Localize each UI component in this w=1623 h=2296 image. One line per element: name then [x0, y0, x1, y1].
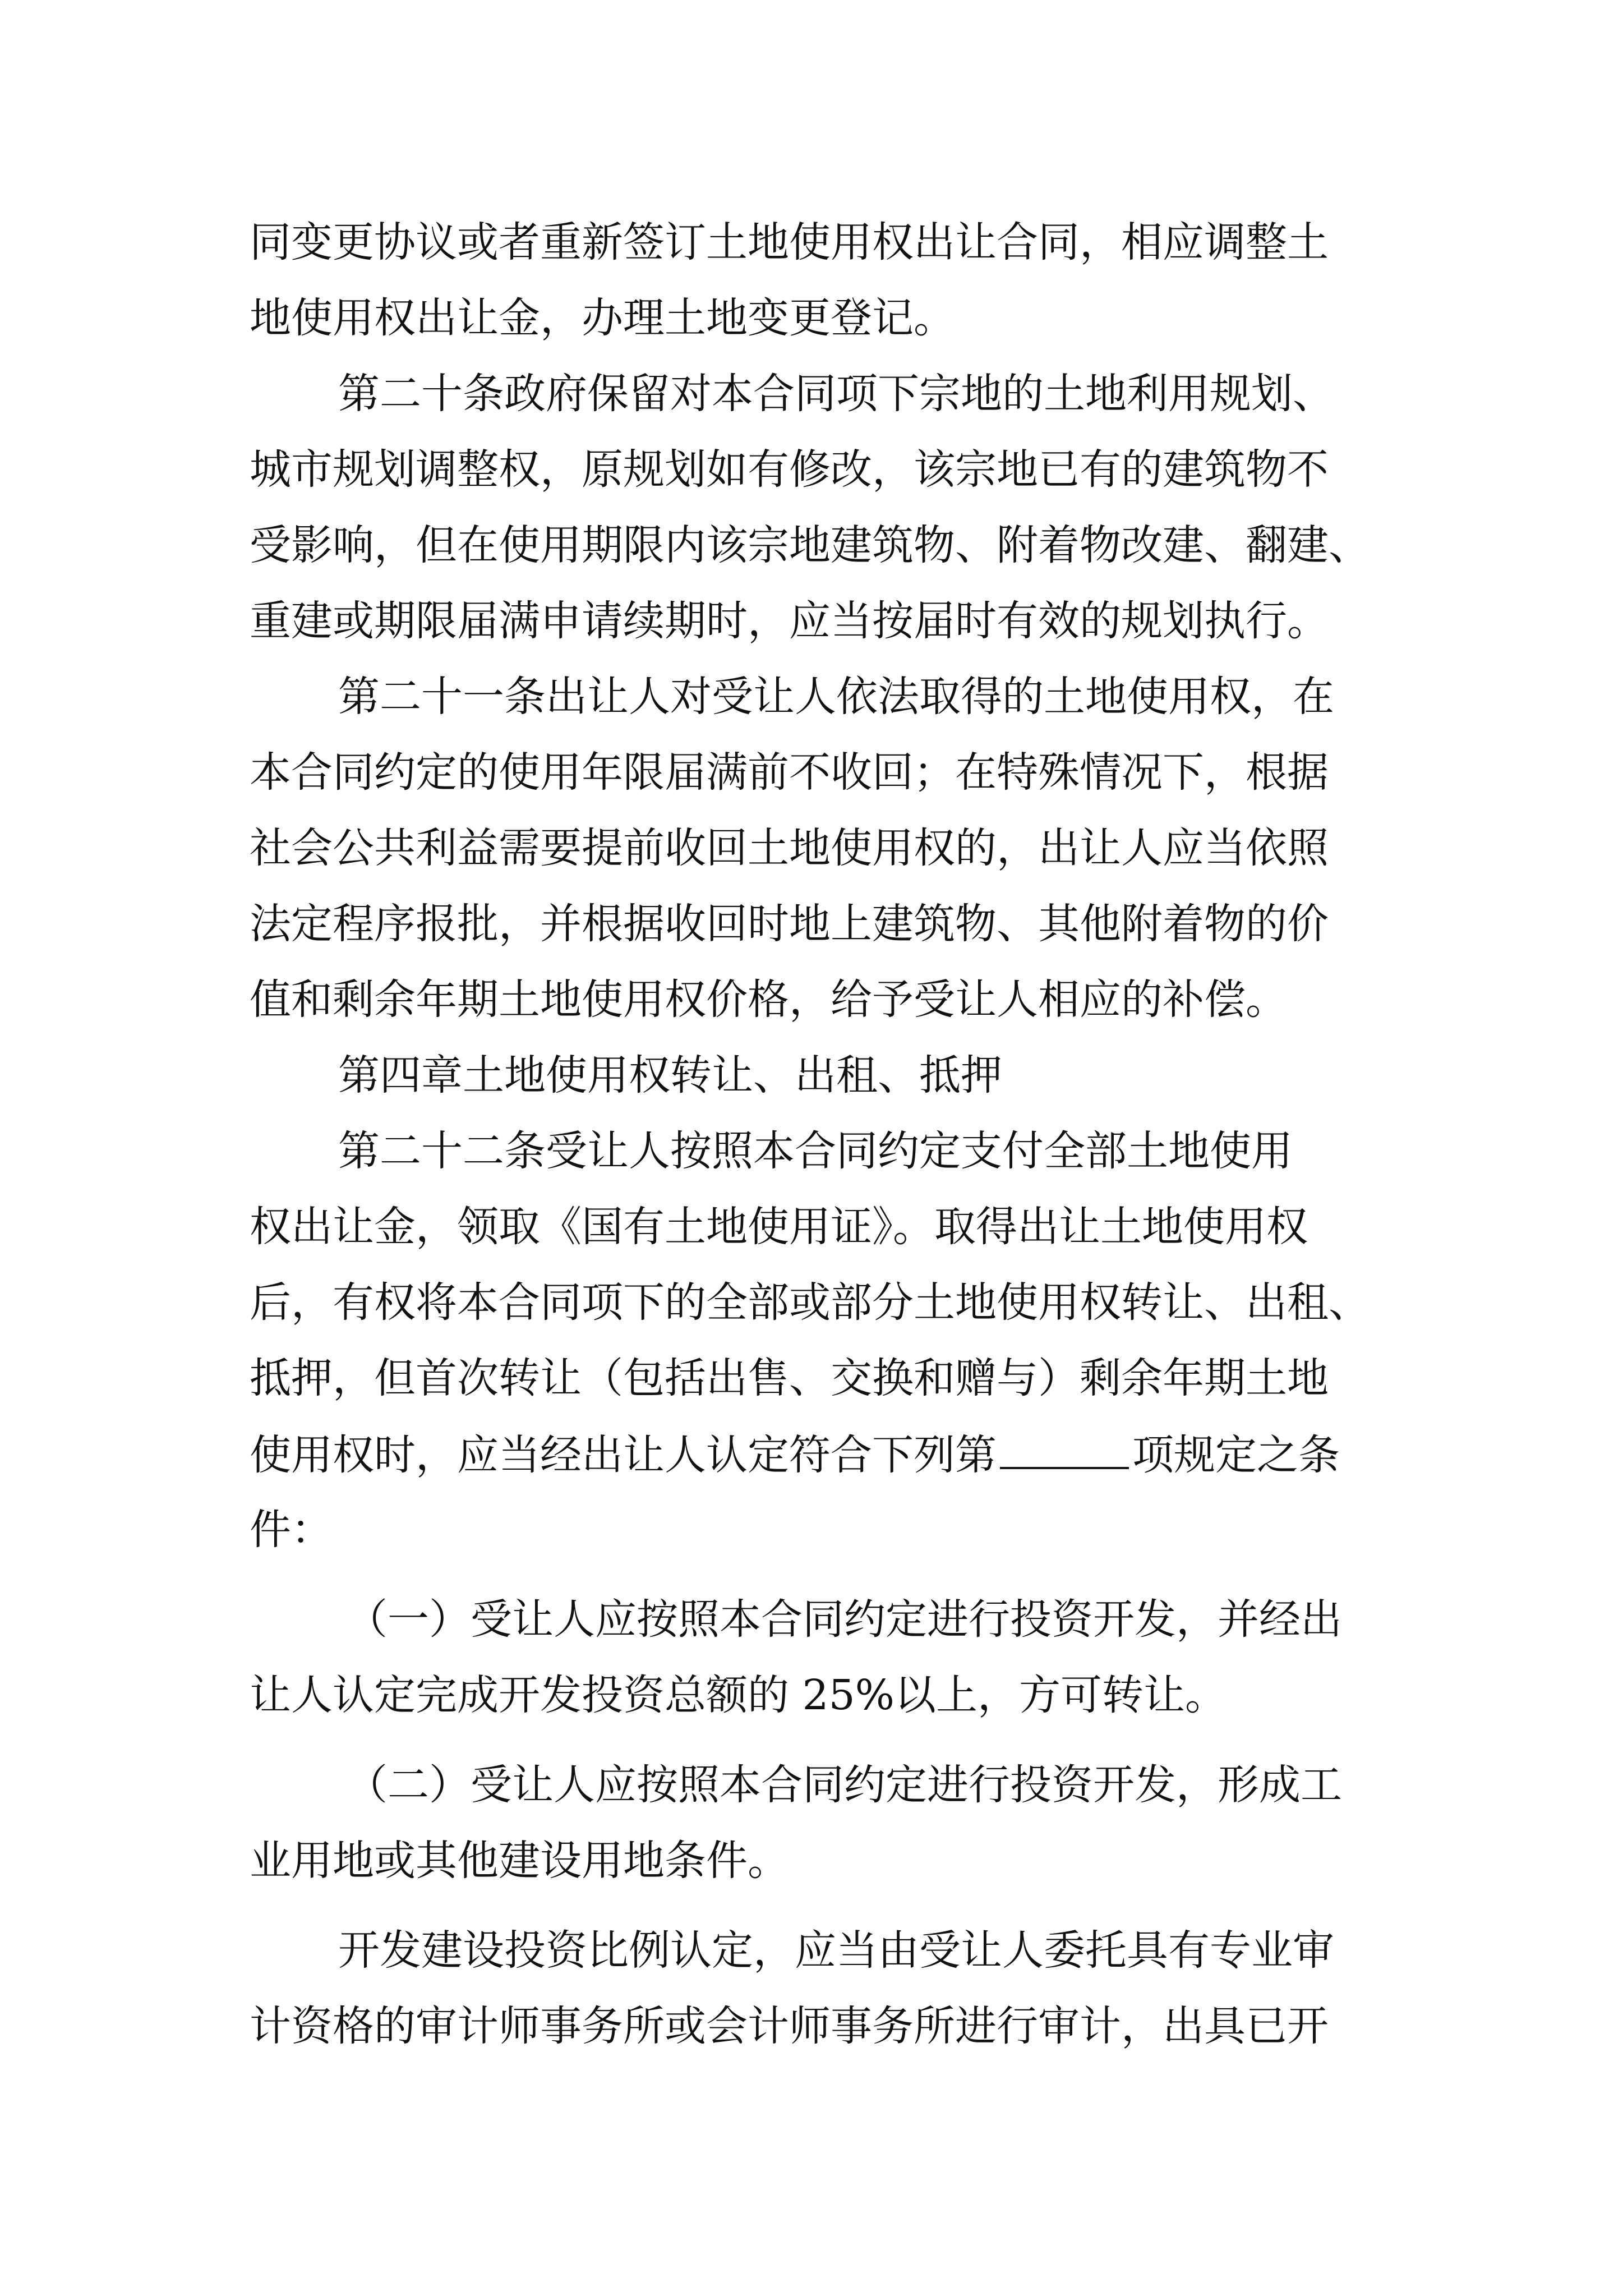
text-line: 件：: [250, 1506, 333, 1554]
paragraph-article-22: 第二十二条受让人按照本合同约定支付全部土地使用: [338, 1127, 1293, 1175]
text-line: 业用地或其他建设用地条件。: [250, 1837, 789, 1885]
text-segment: 使用权时，应当经出让人认定符合下列第: [250, 1431, 997, 1479]
text-line: 本合同约定的使用年限届满前不收回；在特殊情况下，根据: [250, 748, 1329, 797]
fill-in-blank[interactable]: [1000, 1433, 1129, 1469]
text-line: 后，有权将本合同项下的全部或部分土地使用权转让、出租、: [250, 1278, 1370, 1327]
text-line-with-blank: [250, 1431, 1340, 1479]
text-line: 地使用权出让金，办理土地变更登记。: [250, 294, 955, 342]
chapter-heading: 第四章土地使用权转让、出租、抵押: [338, 1051, 1002, 1099]
text-line: 同变更协议或者重新签订土地使用权出让合同，相应调整土: [250, 218, 1329, 266]
text-segment: 项规定之条: [1132, 1431, 1340, 1479]
paragraph-article-21: 第二十一条出让人对受让人依法取得的土地使用权，在: [338, 673, 1334, 721]
paragraph-article-20: 第二十条政府保留对本合同项下宗地的土地利用规划、: [338, 370, 1334, 418]
text-line: 城市规划调整权，原规划如有修改，该宗地已有的建筑物不: [250, 445, 1329, 494]
text-line: 值和剩余年期土地使用权价格，给予受让人相应的补偿。: [250, 976, 1287, 1024]
text-line: 让人认定完成开发投资总额的 25%以上，方可转让。: [250, 1671, 1227, 1719]
text-line: 抵押，但首次转让（包括出售、交换和赠与）剩余年期土地: [250, 1354, 1329, 1402]
text-line: 社会公共利益需要提前收回土地使用权的，出让人应当依照: [250, 824, 1329, 872]
text-line: 法定程序报批，并根据收回时地上建筑物、其他附着物的价: [250, 900, 1329, 948]
text-line: 重建或期限届满申请续期时，应当按届时有效的规划执行。: [250, 597, 1329, 645]
text-line: 权出让金，领取《国有土地使用证》。取得出让土地使用权: [250, 1203, 1308, 1251]
clause-2: （二）受让人应按照本合同约定进行投资开发，形成工: [346, 1761, 1342, 1809]
text-line: 受影响，但在使用期限内该宗地建筑物、附着物改建、翻建、: [250, 521, 1370, 569]
text-line: 计资格的审计师事务所或会计师事务所进行审计，出具已开: [250, 2002, 1329, 2050]
paragraph-audit: 开发建设投资比例认定，应当由受让人委托具有专业审: [338, 1926, 1334, 1975]
clause-1: （一）受让人应按照本合同约定进行投资开发，并经出: [346, 1595, 1342, 1644]
